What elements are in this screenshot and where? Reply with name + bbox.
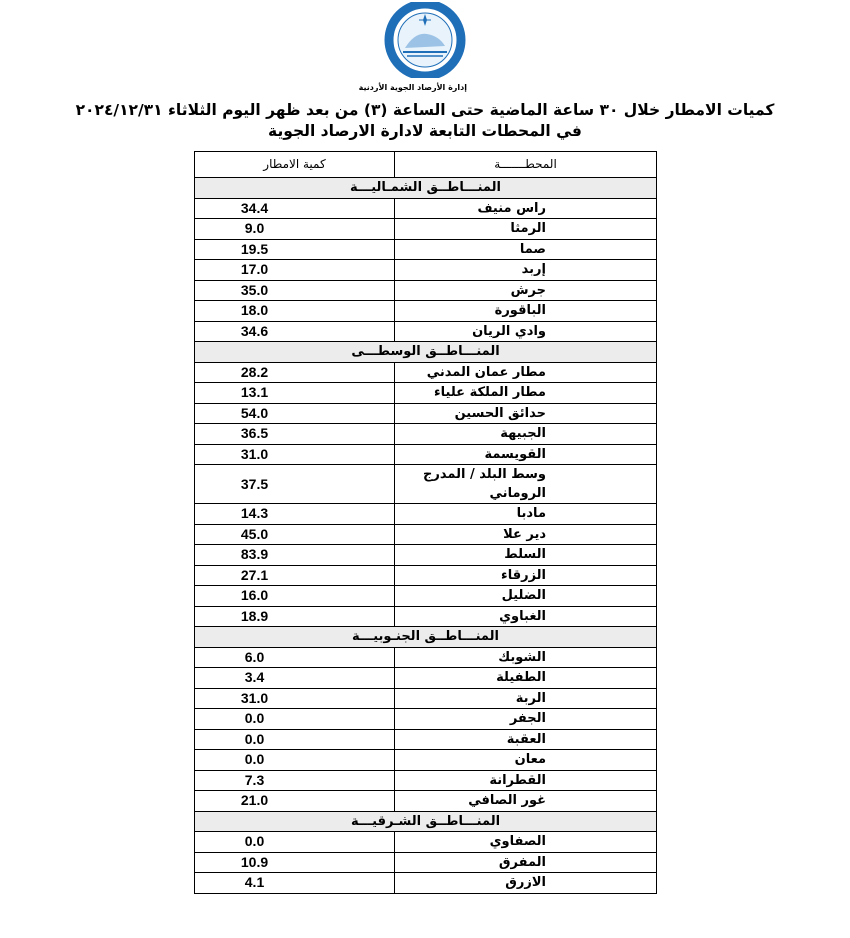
region-name: المنـــاطــق الشمـاليـــة bbox=[195, 178, 657, 199]
table-row bbox=[195, 750, 657, 771]
rainfall-cell bbox=[195, 301, 395, 322]
station-name: الطفيلة bbox=[395, 668, 657, 689]
table-row bbox=[195, 770, 657, 791]
logo-caption: إدارة الأرصاد الجوية الأردنية bbox=[358, 83, 467, 92]
rainfall-amount: 54.0 bbox=[240, 404, 269, 421]
table-row bbox=[195, 729, 657, 750]
table-row bbox=[195, 321, 657, 342]
rainfall-cell bbox=[195, 750, 395, 771]
table-row bbox=[195, 688, 657, 709]
station-name: الغباوي bbox=[395, 606, 657, 627]
station-name: وسط البلد / المدرج الروماني bbox=[395, 465, 657, 504]
region-header-row bbox=[195, 811, 657, 832]
meteorology-emblem-icon bbox=[383, 2, 467, 78]
station-name: راس منيف bbox=[395, 198, 657, 219]
rainfall-cell bbox=[195, 545, 395, 566]
table-row bbox=[195, 219, 657, 240]
rainfall-amount: 7.3 bbox=[244, 771, 265, 788]
rainfall-amount: 17.0 bbox=[240, 261, 269, 278]
rainfall-amount: 31.0 bbox=[240, 689, 269, 706]
rainfall-amount: 18.0 bbox=[240, 302, 269, 319]
station-name: العقبة bbox=[395, 729, 657, 750]
rainfall-cell bbox=[195, 198, 395, 219]
table-row bbox=[195, 565, 657, 586]
region-header-row bbox=[195, 178, 657, 199]
table-row bbox=[195, 504, 657, 525]
rainfall-amount: 45.0 bbox=[240, 525, 269, 542]
station-name: الشوبك bbox=[395, 647, 657, 668]
rainfall-amount: 19.5 bbox=[240, 240, 269, 257]
rainfall-cell bbox=[195, 280, 395, 301]
table-row bbox=[195, 260, 657, 281]
station-name: الجفر bbox=[395, 709, 657, 730]
rainfall-cell bbox=[195, 791, 395, 812]
rainfall-cell bbox=[195, 239, 395, 260]
rainfall-cell bbox=[195, 873, 395, 894]
rainfall-amount: 37.5 bbox=[240, 475, 269, 492]
table-row bbox=[195, 873, 657, 894]
rainfall-cell bbox=[195, 524, 395, 545]
rainfall-cell bbox=[195, 383, 395, 404]
table-row bbox=[195, 606, 657, 627]
table-row bbox=[195, 239, 657, 260]
rainfall-amount: 36.5 bbox=[240, 425, 269, 442]
table-row bbox=[195, 832, 657, 853]
station-name: إربد bbox=[395, 260, 657, 281]
table-header-row bbox=[195, 152, 657, 178]
station-name: الرمثا bbox=[395, 219, 657, 240]
station-name: الجبيهة bbox=[395, 424, 657, 445]
amount-column-header: كمية الامطار bbox=[195, 152, 395, 178]
table-row bbox=[195, 280, 657, 301]
rainfall-cell bbox=[195, 260, 395, 281]
table-row bbox=[195, 444, 657, 465]
station-name: القويسمة bbox=[395, 444, 657, 465]
station-name: معان bbox=[395, 750, 657, 771]
table-row bbox=[195, 524, 657, 545]
station-name: صما bbox=[395, 239, 657, 260]
rainfall-cell bbox=[195, 321, 395, 342]
rainfall-cell bbox=[195, 424, 395, 445]
rainfall-cell bbox=[195, 219, 395, 240]
rainfall-amount: 0.0 bbox=[244, 710, 265, 727]
table-row bbox=[195, 383, 657, 404]
station-name: مطار الملكة علياء bbox=[395, 383, 657, 404]
station-name: الباقورة bbox=[395, 301, 657, 322]
table-row bbox=[195, 424, 657, 445]
region-name: المنـــاطــق الشـرقيـــة bbox=[195, 811, 657, 832]
rainfall-amount: 34.4 bbox=[240, 199, 269, 216]
rainfall-cell bbox=[195, 606, 395, 627]
rainfall-cell bbox=[195, 444, 395, 465]
table-row bbox=[195, 852, 657, 873]
station-name: الزرقاء bbox=[395, 565, 657, 586]
table-row bbox=[195, 647, 657, 668]
rainfall-amount: 27.1 bbox=[240, 566, 269, 583]
rainfall-amount: 28.2 bbox=[240, 363, 269, 380]
rainfall-cell bbox=[195, 688, 395, 709]
rainfall-cell bbox=[195, 770, 395, 791]
station-name: المفرق bbox=[395, 852, 657, 873]
station-name: وادي الريان bbox=[395, 321, 657, 342]
station-name: حدائق الحسين bbox=[395, 403, 657, 424]
table-row bbox=[195, 301, 657, 322]
station-name: مادبا bbox=[395, 504, 657, 525]
page-title-line-1: كميات الامطار خلال ٣٠ ساعة الماضية حتى الساعة (٣) من بعد ظهر اليوم الثلاثاء ٢٠٢٤/١٢/٣١ bbox=[75, 101, 775, 119]
table-row bbox=[195, 709, 657, 730]
rainfall-amount: 14.3 bbox=[240, 505, 269, 522]
rainfall-cell bbox=[195, 647, 395, 668]
rainfall-cell bbox=[195, 403, 395, 424]
rainfall-amount: 3.4 bbox=[244, 669, 265, 686]
station-name: دير علا bbox=[395, 524, 657, 545]
rainfall-table bbox=[194, 151, 657, 894]
region-header-row bbox=[195, 627, 657, 648]
table-row bbox=[195, 668, 657, 689]
station-column-header: المحطـــــــة bbox=[395, 152, 657, 178]
rainfall-amount: 31.0 bbox=[240, 445, 269, 462]
station-name: مطار عمان المدني bbox=[395, 362, 657, 383]
table-row bbox=[195, 545, 657, 566]
rainfall-cell bbox=[195, 668, 395, 689]
station-name: القطرانة bbox=[395, 770, 657, 791]
rainfall-amount: 83.9 bbox=[240, 546, 269, 563]
rainfall-cell bbox=[195, 465, 395, 504]
rainfall-cell bbox=[195, 852, 395, 873]
rainfall-cell bbox=[195, 832, 395, 853]
table-row bbox=[195, 403, 657, 424]
rainfall-amount: 0.0 bbox=[244, 730, 265, 747]
station-name: غور الصافي bbox=[395, 791, 657, 812]
rainfall-amount: 21.0 bbox=[240, 792, 269, 809]
station-name: الصفاوي bbox=[395, 832, 657, 853]
rainfall-amount: 10.9 bbox=[240, 853, 269, 870]
rainfall-cell bbox=[195, 709, 395, 730]
rainfall-amount: 16.0 bbox=[240, 587, 269, 604]
logo bbox=[358, 2, 467, 92]
rainfall-amount: 35.0 bbox=[240, 281, 269, 298]
rainfall-amount: 0.0 bbox=[244, 833, 265, 850]
rainfall-amount: 34.6 bbox=[240, 322, 269, 339]
rainfall-amount: 18.9 bbox=[240, 607, 269, 624]
rainfall-cell bbox=[195, 586, 395, 607]
rainfall-amount: 9.0 bbox=[244, 220, 265, 237]
station-name: الضليل bbox=[395, 586, 657, 607]
rainfall-amount: 0.0 bbox=[244, 751, 265, 768]
rainfall-amount: 13.1 bbox=[240, 384, 269, 401]
rainfall-amount: 4.1 bbox=[244, 874, 265, 891]
station-name: الربة bbox=[395, 688, 657, 709]
table-row bbox=[195, 791, 657, 812]
rainfall-cell bbox=[195, 504, 395, 525]
station-name: الازرق bbox=[395, 873, 657, 894]
station-name: جرش bbox=[395, 280, 657, 301]
table-row bbox=[195, 586, 657, 607]
table-row bbox=[195, 465, 657, 504]
region-header-row bbox=[195, 342, 657, 363]
region-name: المنـــاطــق الوسطـــى bbox=[195, 342, 657, 363]
table-row bbox=[195, 198, 657, 219]
rainfall-amount: 6.0 bbox=[244, 648, 265, 665]
table-row bbox=[195, 362, 657, 383]
page-title-line-2: في المحطات التابعة لادارة الارصاد الجوية bbox=[268, 122, 582, 140]
station-name: السلط bbox=[395, 545, 657, 566]
rainfall-cell bbox=[195, 362, 395, 383]
rainfall-cell bbox=[195, 565, 395, 586]
region-name: المنـــاطــق الجنـوبيـــة bbox=[195, 627, 657, 648]
rainfall-cell bbox=[195, 729, 395, 750]
